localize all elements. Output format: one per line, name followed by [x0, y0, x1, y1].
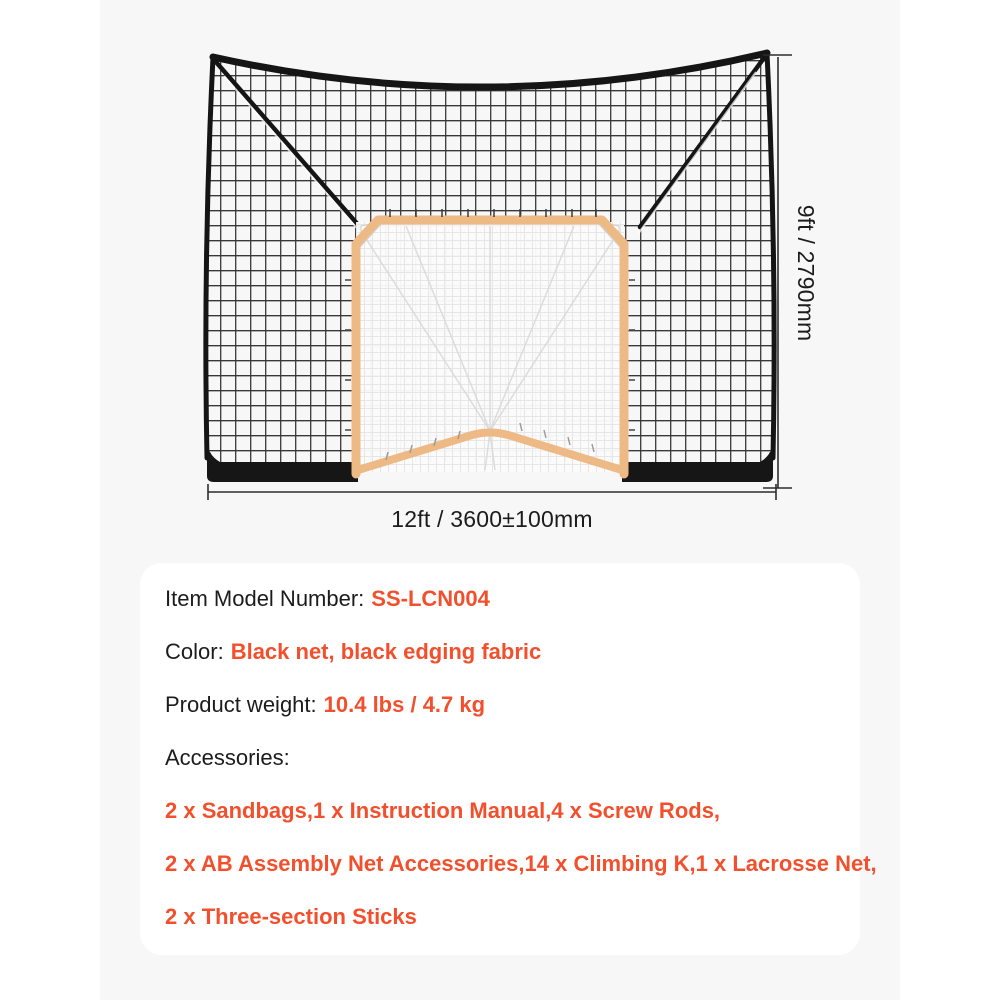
- lacrosse-goal: [345, 209, 635, 474]
- color-value: Black net, black edging fabric: [230, 638, 542, 664]
- product-figure: [100, 0, 900, 555]
- height-dimension-label: 9ft / 2790mm: [793, 204, 819, 342]
- model-number-value: SS-LCN004: [371, 585, 490, 611]
- accessories-line-1: 2 x Sandbags,1 x Instruction Manual,4 x Screw Rods,: [165, 797, 721, 823]
- width-dimension-label: 12ft / 3600±100mm: [391, 506, 593, 532]
- spec-row-accessories-heading: [165, 731, 835, 784]
- color-label: Color:: [165, 638, 224, 664]
- spec-row-color: [165, 625, 835, 678]
- weight-label: Product weight:: [165, 691, 317, 717]
- width-dimension: [208, 484, 776, 500]
- spec-row-weight: [165, 678, 835, 731]
- accessories-label: Accessories:: [165, 744, 290, 770]
- model-number-label: Item Model Number:: [165, 585, 365, 611]
- accessories-line-2: 2 x AB Assembly Net Accessories,14 x Climbing K,1 x Lacrosse Net,: [165, 850, 877, 876]
- spec-row-model: [165, 572, 835, 625]
- accessories-line-3: 2 x Three-section Sticks: [165, 903, 417, 929]
- spec-card: [140, 563, 877, 955]
- product-image-panel: [100, 0, 900, 1000]
- weight-value: 10.4 lbs / 4.7 kg: [323, 691, 486, 717]
